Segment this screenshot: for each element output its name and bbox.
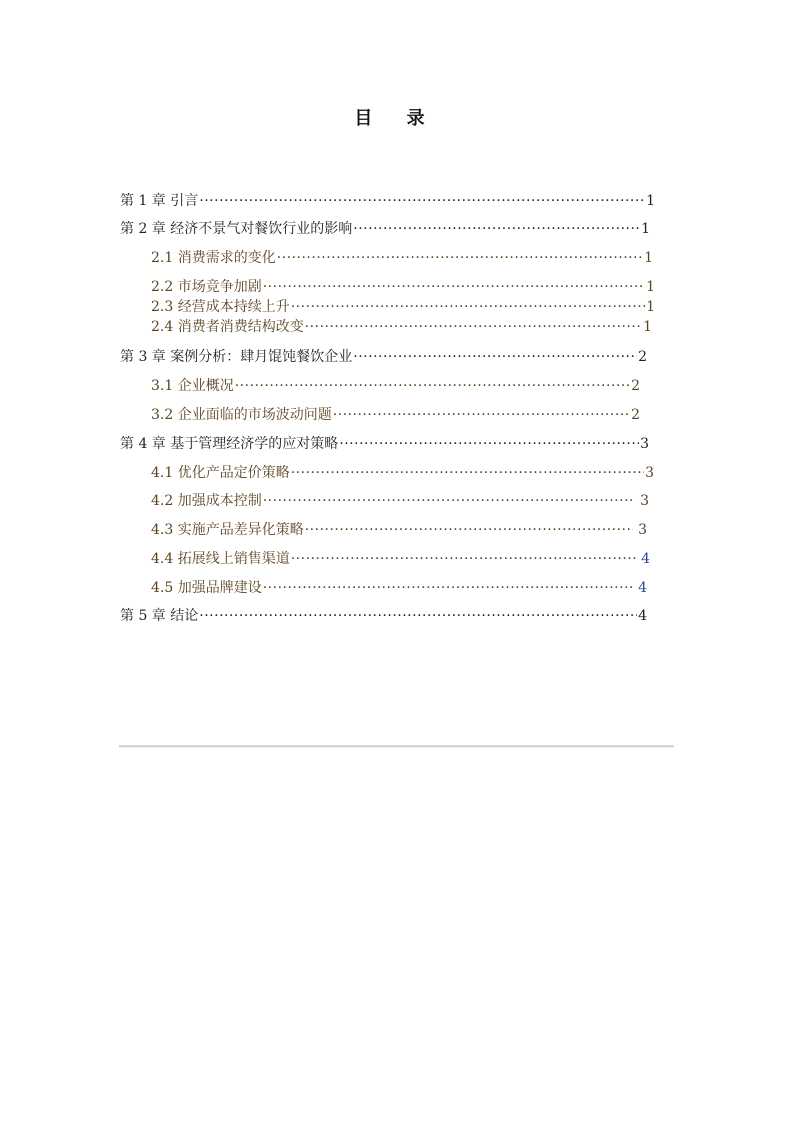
entry-page: 1 bbox=[643, 319, 652, 335]
dot-leader bbox=[199, 192, 645, 210]
entry-page: 2 bbox=[631, 407, 640, 423]
entry-label: 2.4 消费者消费结构改变 bbox=[151, 319, 304, 335]
entry-label: 3.1 企业概况 bbox=[151, 378, 234, 394]
entry-label: 第 4 章 基于管理经济学的应对策略 bbox=[120, 436, 339, 452]
toc-entry-chapter-3[interactable] bbox=[120, 348, 647, 366]
toc-entry-3-1[interactable] bbox=[151, 377, 640, 395]
dot-leader bbox=[277, 249, 643, 267]
toc-entry-2-3[interactable] bbox=[151, 298, 655, 316]
entry-label: 3.2 企业面临的市场波动问题 bbox=[151, 407, 332, 423]
dot-leader bbox=[199, 607, 637, 625]
toc-entry-2-2[interactable] bbox=[151, 278, 655, 296]
entry-page: 1 bbox=[646, 299, 655, 315]
toc-entry-chapter-2[interactable] bbox=[120, 220, 650, 238]
dot-leader bbox=[291, 464, 644, 482]
dot-leader bbox=[305, 318, 642, 336]
entry-label: 第 2 章 经济不景气对餐饮行业的影响 bbox=[120, 221, 353, 237]
dot-leader bbox=[263, 492, 635, 510]
toc-title: 目 录 bbox=[354, 108, 439, 129]
dot-leader bbox=[353, 348, 637, 366]
entry-page: 3 bbox=[633, 522, 647, 538]
toc-entry-4-2[interactable] bbox=[151, 492, 649, 510]
dot-leader bbox=[333, 406, 630, 424]
dot-leader bbox=[263, 579, 633, 597]
entry-label: 第 3 章 案例分析：肆月馄饨餐饮企业 bbox=[120, 349, 353, 365]
entry-label: 2.3 经营成本持续上升 bbox=[151, 299, 290, 315]
entry-page: 4 bbox=[633, 580, 647, 596]
dot-leader bbox=[263, 278, 645, 296]
entry-page: 3 bbox=[635, 493, 649, 509]
entry-page: 1 bbox=[646, 193, 655, 209]
toc-entry-chapter-5[interactable] bbox=[120, 607, 647, 625]
entry-page: 1 bbox=[641, 221, 650, 237]
toc-entry-2-1[interactable] bbox=[151, 249, 653, 267]
entry-label: 4.3 实施产品差异化策略 bbox=[151, 522, 304, 538]
dot-leader bbox=[305, 521, 633, 539]
dot-leader bbox=[291, 298, 645, 316]
entry-page: 2 bbox=[638, 349, 647, 365]
dot-leader bbox=[353, 220, 640, 238]
entry-label: 4.4 拓展线上销售渠道 bbox=[151, 551, 290, 567]
entry-page: 4 bbox=[638, 608, 647, 624]
toc-entry-4-3[interactable] bbox=[151, 521, 647, 539]
toc-entry-4-1[interactable] bbox=[151, 464, 654, 482]
entry-label: 4.1 优化产品定价策略 bbox=[151, 465, 290, 481]
toc-entry-4-4[interactable] bbox=[151, 550, 650, 568]
entry-page: 1 bbox=[644, 250, 653, 266]
toc-entry-chapter-4[interactable] bbox=[120, 435, 649, 453]
entry-label: 4.2 加强成本控制 bbox=[151, 493, 262, 509]
entry-page: 1 bbox=[646, 279, 655, 295]
dot-leader bbox=[291, 550, 636, 568]
dot-leader bbox=[339, 435, 639, 453]
toc-entry-3-2[interactable] bbox=[151, 406, 640, 424]
page-divider bbox=[119, 745, 674, 748]
toc-entry-4-5[interactable] bbox=[151, 579, 647, 597]
entry-page: 3 bbox=[645, 465, 654, 481]
entry-page: 2 bbox=[631, 378, 640, 394]
entry-label: 4.5 加强品牌建设 bbox=[151, 580, 262, 596]
dot-leader bbox=[235, 377, 630, 395]
entry-label: 2.1 消费需求的变化 bbox=[151, 250, 276, 266]
entry-page: 3 bbox=[640, 436, 649, 452]
entry-label: 第 5 章 结论 bbox=[120, 608, 199, 624]
entry-page: 4 bbox=[636, 551, 650, 567]
toc-entry-chapter-1[interactable] bbox=[120, 192, 655, 210]
toc-entry-2-4[interactable] bbox=[151, 318, 652, 336]
entry-label: 2.2 市场竞争加剧 bbox=[151, 279, 262, 295]
entry-label: 第 1 章 引言 bbox=[120, 193, 199, 209]
